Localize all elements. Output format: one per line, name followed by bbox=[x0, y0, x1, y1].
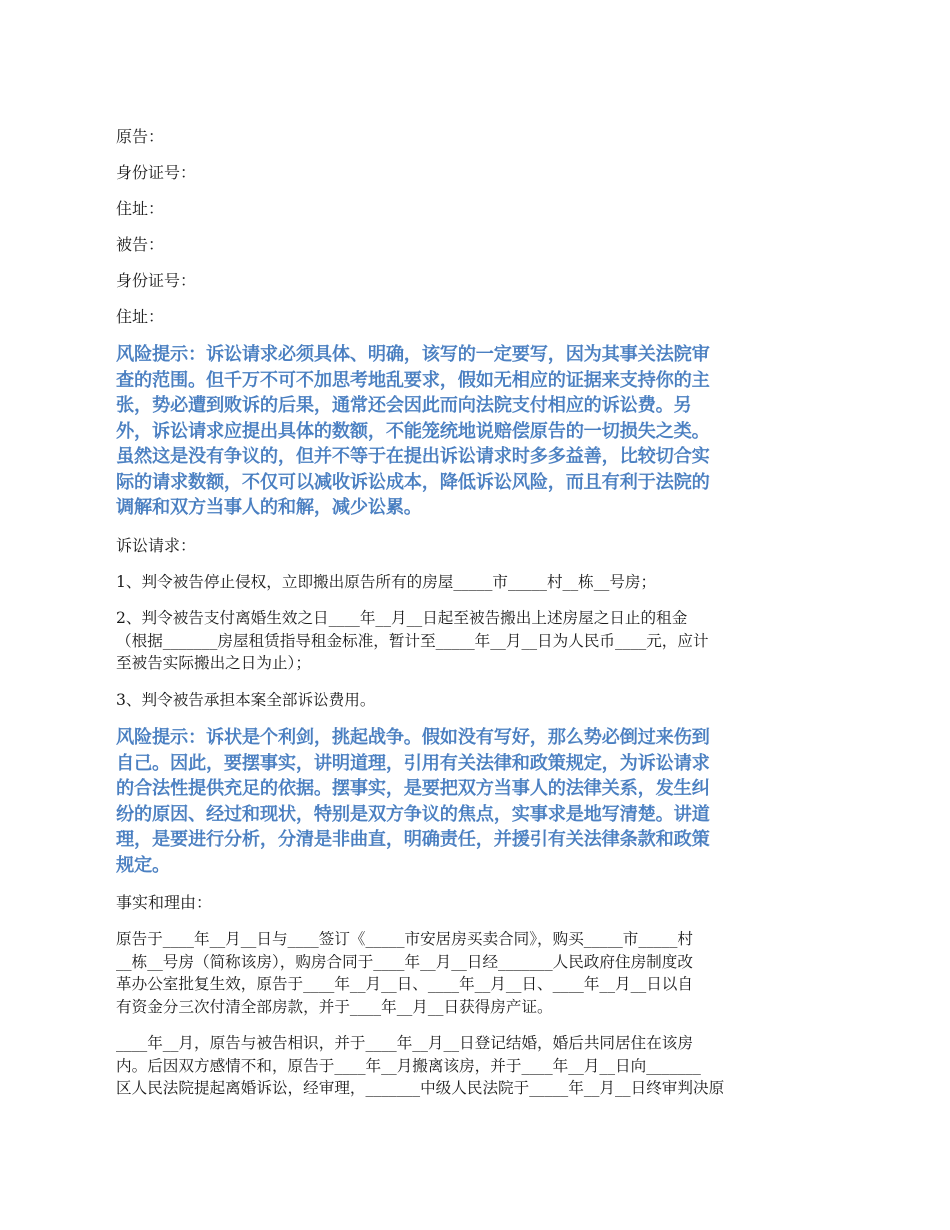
facts-line: 原告于____年__月__日与____签订《_____市安居房买卖合同》，购买_____市_____村 bbox=[116, 930, 693, 948]
claim-item-3 bbox=[116, 689, 834, 712]
risk-notice-line: 外，诉讼请求应提出具体的数额，不能笼统地说赔偿原告的一切损失之类。 bbox=[116, 420, 710, 442]
risk-notice-line: 风险提示：诉状是个利剑，挑起战争。假如没有写好，那么势必倒过来伤到 bbox=[116, 727, 710, 748]
facts-line: 内。后因双方感情不和，原告于____年__月搬离该房，并于____年__月__日向_______ bbox=[116, 1056, 701, 1075]
defendant-address-label: 住址： bbox=[116, 307, 165, 326]
risk-notice-complaint bbox=[116, 725, 834, 878]
risk-notice-claims bbox=[116, 342, 834, 521]
plaintiff-address-label: 住址： bbox=[116, 199, 165, 218]
risk-notice-line: 查的范围。但千万不可不加思考地乱要求，假如无相应的证据来支持你的主 bbox=[116, 369, 710, 391]
defendant-label: 被告： bbox=[116, 235, 165, 254]
facts-line: 有资金分三次付清全部房款，并于____年__月__日获得房产证。 bbox=[116, 997, 553, 1016]
claim-line: 1、判令被告停止侵权，立即搬出原告所有的房屋_____市_____村__栋__号房； bbox=[116, 572, 657, 591]
defendant-id-label: 身份证号： bbox=[116, 271, 197, 290]
claim-item-2 bbox=[116, 607, 834, 675]
risk-notice-line: 虽然这是没有争议的，但并不等于在提出诉讼请求时多多益善，比较切合实 bbox=[116, 446, 710, 467]
risk-notice-line: 的合法性提供充足的依据。摆事实，是要把双方当事人的法律关系，发生纠 bbox=[116, 778, 710, 799]
risk-notice-line: 理，是要进行分析，分清是非曲直，明确责任，并援引有关法律条款和政策 bbox=[116, 829, 710, 850]
facts-line: ____年__月，原告与被告相识，并于____年__月__日登记结婚，婚后共同居住在该房 bbox=[116, 1034, 693, 1052]
complaint-document bbox=[116, 126, 834, 1114]
claim-line: （根据_______房屋租赁指导租金标准，暂计至_____年__月__日为人民币____元，应计 bbox=[116, 631, 709, 650]
facts-line: __栋__号房（简称该房），购房合同于____年__月__日经_______人民政府住房制度改 bbox=[116, 952, 693, 971]
claim-line: 至被告实际搬出之日为止）； bbox=[116, 654, 311, 672]
claim-line: 3、判令被告承担本案全部诉讼费用。 bbox=[116, 690, 376, 709]
claim-line: 2、判令被告支付离婚生效之日____年__月__日起至被告搬出上述房屋之日止的租金 bbox=[116, 609, 688, 627]
facts-paragraph-2 bbox=[116, 1032, 834, 1100]
facts-line: 革办公室批复生效，原告于____年__月__日、____年__月__日、____年__月__日以自 bbox=[116, 975, 693, 993]
facts-paragraph-1 bbox=[116, 928, 834, 1018]
claim-item-1 bbox=[116, 571, 834, 594]
risk-notice-line: 规定。 bbox=[116, 854, 170, 876]
risk-notice-line: 调解和双方当事人的和解，减少讼累。 bbox=[116, 497, 422, 518]
risk-notice-line: 风险提示：诉讼请求必须具体、明确，该写的一定要写，因为其事关法院审 bbox=[116, 344, 710, 365]
claims-heading: 诉讼请求： bbox=[116, 535, 197, 555]
risk-notice-line: 自己。因此，要摆事实，讲明道理，引用有关法律和政策规定，为诉讼请求 bbox=[116, 752, 710, 774]
facts-line: 区人民法院提起离婚诉讼，经审理，_______中级人民法院于_____年__月__日终审判决原 bbox=[116, 1079, 725, 1097]
risk-notice-line: 际的请求数额，不仅可以减收诉讼成本，降低诉讼风险，而且有利于法院的 bbox=[116, 471, 710, 493]
risk-notice-line: 纷的原因、经过和现状，特别是双方争议的焦点，实事求是地写清楚。讲道 bbox=[116, 803, 710, 825]
plaintiff-id-label: 身份证号： bbox=[116, 163, 197, 182]
plaintiff-label: 原告： bbox=[116, 127, 165, 146]
risk-notice-line: 张，势必遭到败诉的后果，通常还会因此而向法院支付相应的诉讼费。另 bbox=[116, 395, 692, 416]
facts-heading: 事实和理由： bbox=[116, 893, 213, 912]
